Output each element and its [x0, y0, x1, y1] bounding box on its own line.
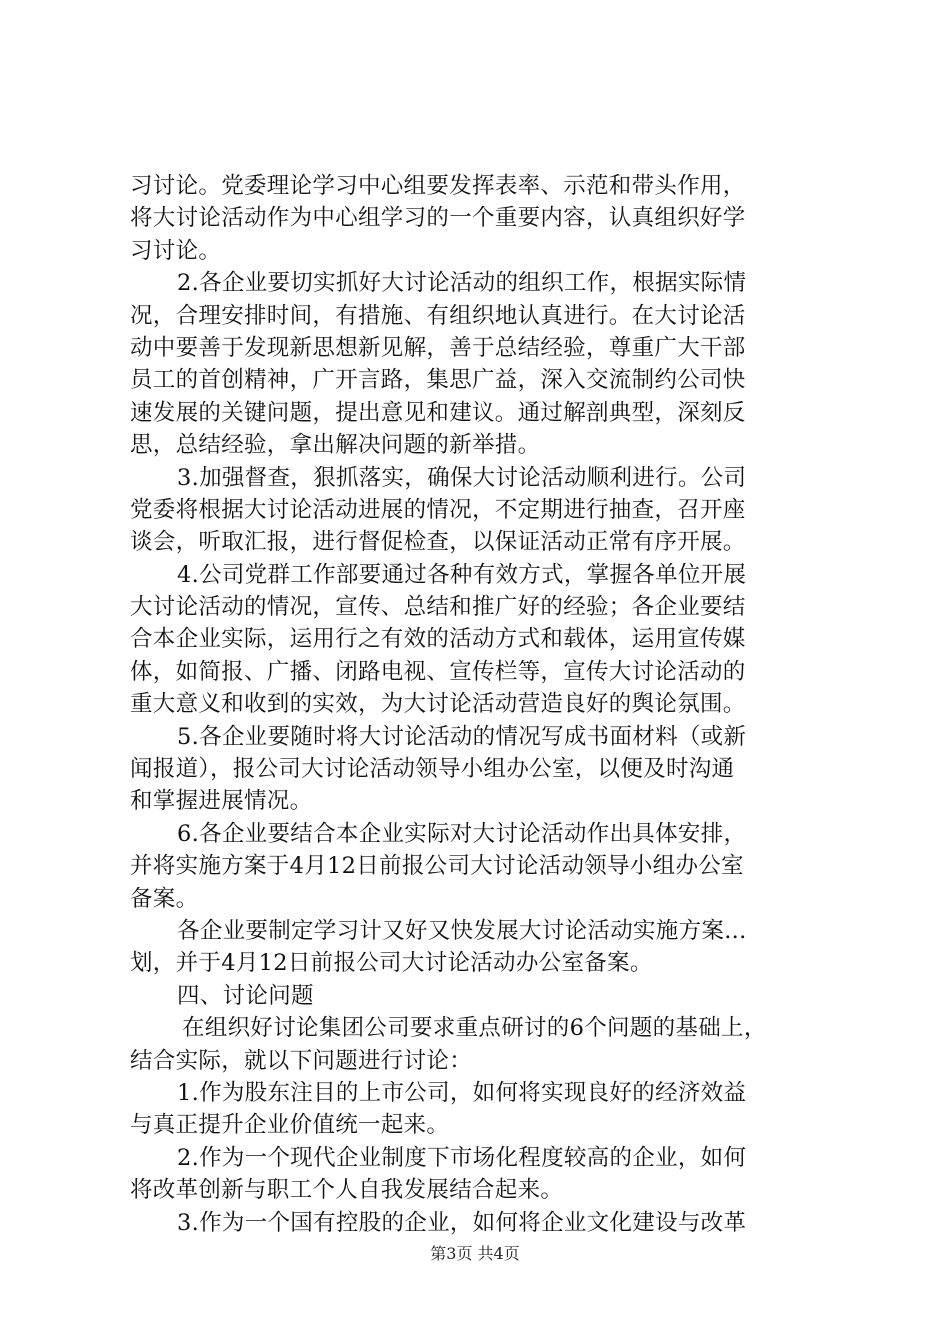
text-line: 5.各企业要随时将大讨论活动的情况写成书面材料（或新: [177, 723, 747, 750]
text-line: 4.公司党群工作部要通过各种有效方式，掌握各单位开展: [177, 561, 747, 588]
text-line: 将大讨论活动作为中心组学习的一个重要内容，认真组织好学: [130, 205, 746, 232]
text-line: 3.加强督查，狠抓落实，确保大讨论活动顺利进行。公司: [177, 464, 747, 491]
text-line: 闻报道），报公司大讨论活动领导小组办公室，以便及时沟通: [130, 756, 735, 783]
document-body: [130, 170, 830, 1239]
text-line: 动中要善于发现新思想新见解，善于总结经验，尊重广大干部: [130, 334, 746, 361]
text-line: 重大意义和收到的实效，为大讨论活动营造良好的舆论氛围。: [130, 691, 746, 718]
text-line: 6.各企业要结合本企业实际对大讨论活动作出具体安排，: [177, 820, 747, 847]
text-line: 党委将根据大讨论活动进展的情况，不定期进行抽查，召开座: [130, 496, 746, 523]
text-line: 各企业要制定学习计又好又快发展大讨论活动实施方案...: [177, 917, 747, 944]
text-line: 备案。: [130, 885, 199, 912]
text-line: 思，总结经验，拿出解决问题的新举措。: [130, 432, 541, 459]
text-line: 将改革创新与职工个人自我发展结合起来。: [130, 1177, 564, 1204]
text-line: 合本企业实际，运用行之有效的活动方式和载体，运用宣传媒: [130, 626, 746, 653]
text-line: 2.各企业要切实抓好大讨论活动的组织工作，根据实际情: [177, 270, 747, 297]
text-line: 1.作为股东注目的上市公司，如何将实现良好的经济效益: [177, 1079, 747, 1106]
text-line: 速发展的关键问题，提出意见和建议。通过解剖典型，深刻反: [130, 399, 746, 426]
text-line: 结合实际，就以下问题进行讨论：: [130, 1047, 473, 1074]
text-line: 况，合理安排时间，有措施、有组织地认真进行。在大讨论活: [130, 302, 746, 329]
text-line: 并将实施方案于4月12日前报公司大讨论活动领导小组办公室: [130, 853, 744, 880]
text-line: 和掌握进展情况。: [130, 788, 313, 815]
text-line: 划，并于4月12日前报公司大讨论活动办公室备案。: [130, 950, 653, 977]
text-line: 员工的首创精神，广开言路，集思广益，深入交流制约公司快: [130, 367, 746, 394]
text-line: 习讨论。: [130, 237, 222, 264]
text-line: 与真正提升企业价值统一起来。: [130, 1112, 450, 1139]
text-line: 谈会，听取汇报，进行督促检查，以保证活动正常有序开展。: [130, 529, 746, 556]
text-line: 2.作为一个现代企业制度下市场化程度较高的企业，如何: [177, 1144, 747, 1171]
text-line: 在组织好讨论集团公司要求重点研讨的6个问题的基础上，: [182, 1015, 767, 1042]
text-line: 习讨论。党委理论学习中心组要发挥表率、示范和带头作用，: [130, 173, 746, 199]
text-line: 大讨论活动的情况，宣传、总结和推广好的经验；各企业要结: [130, 594, 746, 621]
text-line: 3.作为一个国有控股的企业，如何将企业文化建设与改革: [177, 1209, 747, 1236]
section-heading: 四、讨论问题: [177, 982, 314, 1009]
text-line: 体，如简报、广播、闭路电视、宣传栏等，宣传大讨论活动的: [130, 658, 746, 685]
page-number-footer: 第3页 共4页: [430, 1244, 520, 1263]
